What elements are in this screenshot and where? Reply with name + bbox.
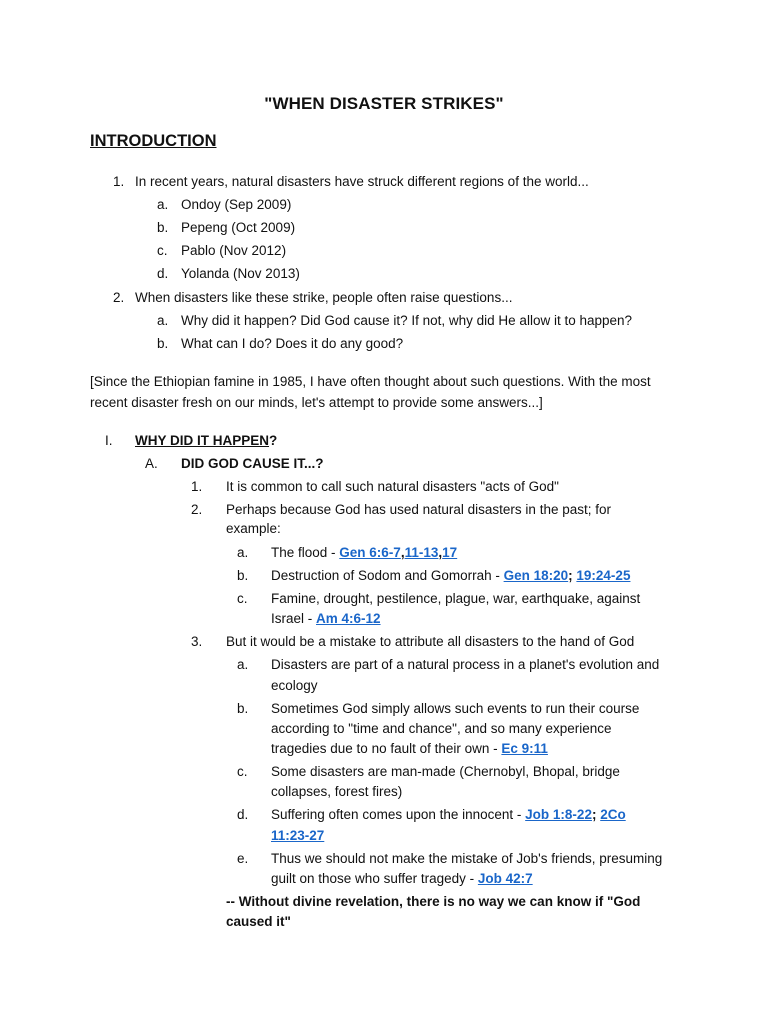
separator: , xyxy=(438,545,443,560)
list-letter: b. xyxy=(157,220,169,235)
bracket-note-line: [Since the Ethiopian famine in 1985, I have often thought about such questions. With the most xyxy=(90,374,651,389)
list-item-text: In recent years, natural disasters have struck different regions of the world... xyxy=(135,174,589,189)
list-letter: a. xyxy=(157,313,169,328)
introduction-heading: INTRODUCTION xyxy=(90,132,217,150)
list-item-text: When disasters like these strike, people often raise questions... xyxy=(135,290,513,305)
list-item-text xyxy=(271,567,630,585)
scripture-link[interactable]: Gen 18:20 xyxy=(503,568,569,583)
list-number: 2. xyxy=(113,290,125,305)
list-item-text xyxy=(271,740,548,758)
list-item-text-prefix: tragedies due to no fault of their own - xyxy=(271,741,502,756)
conclusion-text: -- Without divine revelation, there is no way we can know if "God xyxy=(226,894,641,909)
section-heading-suffix: ? xyxy=(269,433,278,448)
scripture-link[interactable]: 17 xyxy=(442,545,458,560)
list-letter: a. xyxy=(237,545,249,560)
list-item-text: What can I do? Does it do any good? xyxy=(181,336,404,351)
section-numeral: I. xyxy=(105,433,113,448)
separator: , xyxy=(400,545,405,560)
list-item-text: Thus we should not make the mistake of Job's friends, presuming xyxy=(271,851,663,866)
list-letter: c. xyxy=(237,764,248,779)
list-item-text xyxy=(271,806,626,824)
list-letter: d. xyxy=(237,807,249,822)
list-item-text: Sometimes God simply allows such events to run their course xyxy=(271,701,640,716)
scripture-link[interactable]: 2Co xyxy=(600,807,626,822)
list-item-text: Pepeng (Oct 2009) xyxy=(181,220,296,235)
scripture-link[interactable]: 11-13 xyxy=(404,545,439,560)
scripture-link[interactable]: 11:23-27 xyxy=(271,828,325,843)
list-letter: a. xyxy=(157,197,169,212)
list-item-text: Disasters are part of a natural process in a planet's evolution and xyxy=(271,657,660,672)
list-item-text-prefix: Israel - xyxy=(271,611,317,626)
list-letter: a. xyxy=(237,657,249,672)
list-item-text: ecology xyxy=(271,678,318,693)
bracket-note-line: recent disaster fresh on our minds, let's attempt to provide some answers...] xyxy=(90,395,543,410)
list-item-text: Ondoy (Sep 2009) xyxy=(181,197,292,212)
point-text: It is common to call such natural disasters "acts of God" xyxy=(226,479,559,494)
list-item-text-prefix: guilt on those who suffer tragedy - xyxy=(271,871,478,886)
list-item-text xyxy=(271,827,324,845)
section-heading-text: WHY DID IT HAPPEN xyxy=(135,433,270,448)
point-text: But it would be a mistake to attribute all disasters to the hand of God xyxy=(226,634,635,649)
separator: ; xyxy=(568,568,577,583)
list-letter: d. xyxy=(157,266,169,281)
point-text: Perhaps because God has used natural disasters in the past; for xyxy=(226,502,611,517)
list-item-text: Yolanda (Nov 2013) xyxy=(181,266,300,281)
scripture-link[interactable]: Gen 6:6-7 xyxy=(339,545,401,560)
list-item-text: collapses, forest fires) xyxy=(271,784,403,799)
scripture-link[interactable]: Am 4:6-12 xyxy=(316,611,381,626)
list-item-text: Why did it happen? Did God cause it? If not, why did He allow it to happen? xyxy=(181,313,633,328)
conclusion-text: caused it" xyxy=(226,914,291,929)
list-letter: b. xyxy=(157,336,169,351)
list-item-text: according to "time and chance", and so many experience xyxy=(271,721,612,736)
list-number: 1. xyxy=(113,174,125,189)
scripture-link[interactable]: Ec 9:11 xyxy=(501,741,548,756)
subsection-heading: DID GOD CAUSE IT...? xyxy=(181,456,324,471)
list-item-text xyxy=(271,610,381,628)
list-letter: c. xyxy=(237,591,248,606)
subsection-letter: A. xyxy=(145,456,158,471)
list-item-text-prefix: Suffering often comes upon the innocent - xyxy=(271,807,526,822)
point-number: 3. xyxy=(191,634,203,649)
list-letter: b. xyxy=(237,701,249,716)
list-item-text xyxy=(271,544,457,562)
list-letter: e. xyxy=(237,851,249,866)
list-item-text: Pablo (Nov 2012) xyxy=(181,243,287,258)
list-letter: b. xyxy=(237,568,249,583)
section-heading xyxy=(135,432,277,450)
list-item-text xyxy=(271,870,533,888)
list-letter: c. xyxy=(157,243,168,258)
list-item-text-prefix: The flood - xyxy=(271,545,340,560)
separator: ; xyxy=(591,807,601,822)
list-item-text: Some disasters are man-made (Chernobyl, Bhopal, bridge xyxy=(271,764,620,779)
list-item-text: Famine, drought, pestilence, plague, war, earthquake, against xyxy=(271,591,641,606)
scripture-link[interactable]: Job 42:7 xyxy=(477,871,533,886)
list-item-text-prefix: Destruction of Sodom and Gomorrah - xyxy=(271,568,504,583)
scripture-link[interactable]: Job 1:8-22 xyxy=(525,807,592,822)
document-title: "WHEN DISASTER STRIKES" xyxy=(264,94,504,113)
point-number: 2. xyxy=(191,502,203,517)
scripture-link[interactable]: 19:24-25 xyxy=(576,568,631,583)
point-number: 1. xyxy=(191,479,203,494)
point-text: example: xyxy=(226,521,281,536)
